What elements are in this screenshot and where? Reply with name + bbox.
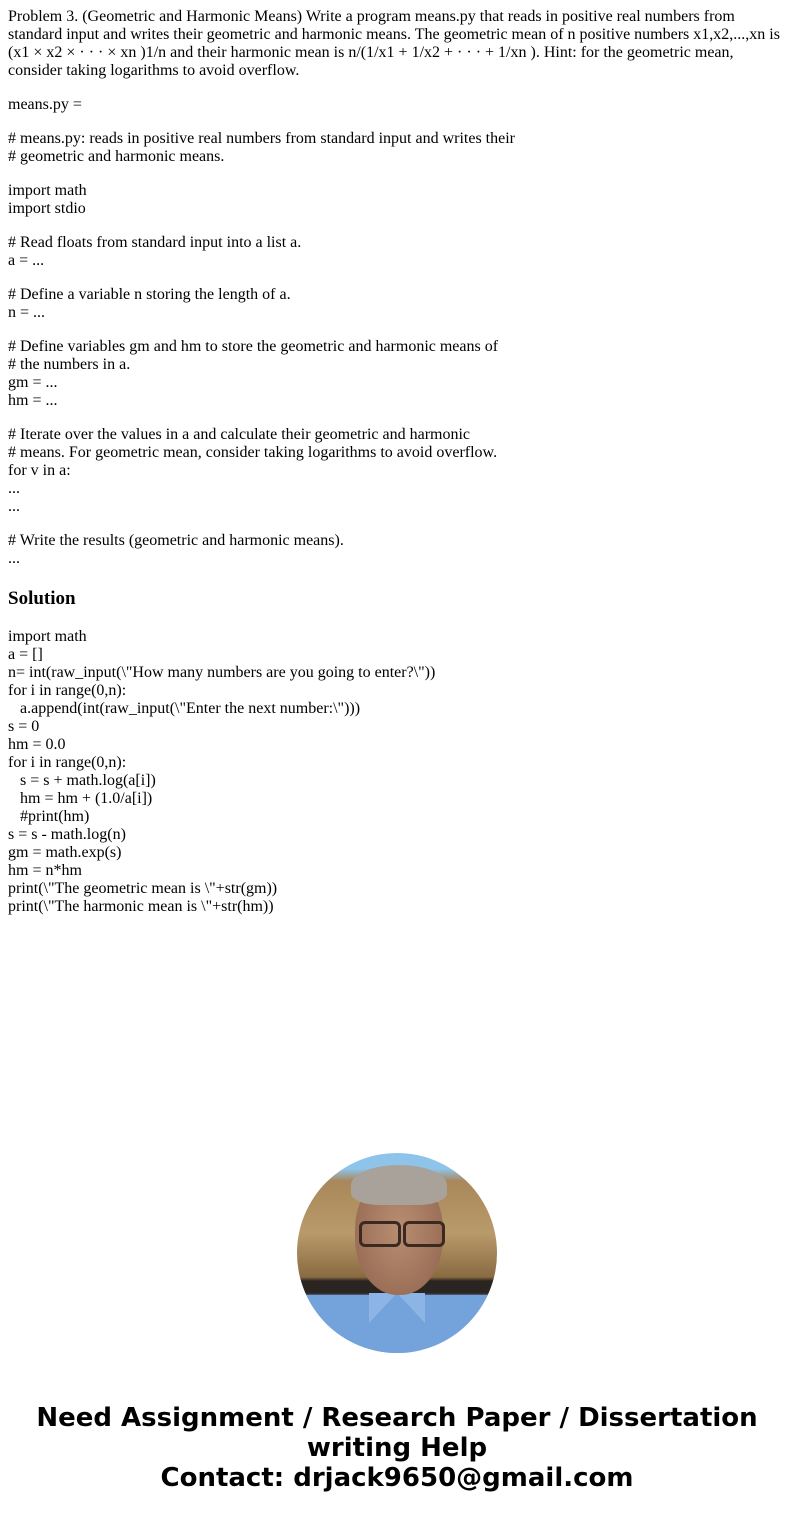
- solution-line: print(\"The harmonic mean is \"+str(hm)): [8, 898, 274, 915]
- code-line: ...: [8, 498, 20, 515]
- avatar-hair: [351, 1165, 447, 1205]
- author-avatar: [297, 1153, 497, 1353]
- code-line: # Define variables gm and hm to store the geometric and harmonic means of: [8, 338, 499, 355]
- banner-line-1: Need Assignment / Research Paper / Dissertation: [36, 1403, 758, 1433]
- document-body: [8, 8, 788, 916]
- solution-line: #print(hm): [8, 808, 90, 825]
- code-block: [8, 426, 788, 516]
- solution-line: n= int(raw_input(\"How many numbers are you going to enter?\")): [8, 664, 436, 681]
- code-line: # Iterate over the values in a and calculate their geometric and harmonic: [8, 426, 471, 443]
- solution-line: print(\"The geometric mean is \"+str(gm)): [8, 880, 278, 897]
- banner-contact[interactable]: Contact: drjack9650@gmail.com: [160, 1463, 634, 1493]
- solution-line: s = 0: [8, 718, 40, 735]
- solution-line: a.append(int(raw_input(\"Enter the next number:\"))): [8, 700, 361, 717]
- code-block: [8, 130, 788, 166]
- problem-statement: Problem 3. (Geometric and Harmonic Means) Write a program means.py that reads in positive real numbers from standard input and writes their geometric and harmonic means. The geometric mean of n positive numbers x1,x2,...,xn is (x1 × x2 × · · · × xn )1/n and their harmonic mean is n/(1/x1 + 1/x2 + · · · + 1/xn ). Hint: for the geometric mean, consider taking logarithms to avoid overflow.: [8, 8, 784, 79]
- code-line: n = ...: [8, 304, 46, 321]
- code-block: [8, 182, 788, 218]
- solution-line: hm = hm + (1.0/a[i]): [8, 790, 153, 807]
- code-line: ...: [8, 550, 20, 567]
- code-line: import math: [8, 182, 87, 199]
- solution-code: [8, 628, 788, 916]
- solution-line: hm = 0.0: [8, 736, 66, 753]
- code-line: gm = ...: [8, 374, 58, 391]
- solution-line: for i in range(0,n):: [8, 754, 127, 771]
- code-block: [8, 234, 788, 270]
- solution-line: hm = n*hm: [8, 862, 82, 879]
- code-line: # the numbers in a.: [8, 356, 131, 373]
- solution-line: import math: [8, 628, 87, 645]
- solution-line: for i in range(0,n):: [8, 682, 127, 699]
- solution-heading: Solution: [8, 588, 76, 609]
- code-line: # Define a variable n storing the length of a.: [8, 286, 291, 303]
- banner-line-2: writing Help: [306, 1433, 488, 1463]
- code-line: import stdio: [8, 200, 86, 217]
- solution-line: a = []: [8, 646, 43, 663]
- code-block: [8, 286, 788, 322]
- promo-banner: [0, 1403, 794, 1493]
- code-line: # means.py: reads in positive real numbers from standard input and writes their: [8, 130, 515, 147]
- code-line: # means. For geometric mean, consider taking logarithms to avoid overflow.: [8, 444, 498, 461]
- glasses-icon: [357, 1221, 445, 1245]
- code-block: [8, 338, 788, 410]
- code-line: hm = ...: [8, 392, 58, 409]
- solution-line: gm = math.exp(s): [8, 844, 122, 861]
- code-line: # geometric and harmonic means.: [8, 148, 225, 165]
- solution-line: s = s - math.log(n): [8, 826, 126, 843]
- code-line: ...: [8, 480, 20, 497]
- code-line: # Write the results (geometric and harmonic means).: [8, 532, 344, 549]
- code-template: [8, 130, 788, 568]
- file-label: means.py =: [8, 96, 82, 113]
- solution-line: s = s + math.log(a[i]): [8, 772, 156, 789]
- code-line: a = ...: [8, 252, 45, 269]
- code-line: for v in a:: [8, 462, 71, 479]
- code-line: # Read floats from standard input into a list a.: [8, 234, 302, 251]
- code-block: [8, 532, 788, 568]
